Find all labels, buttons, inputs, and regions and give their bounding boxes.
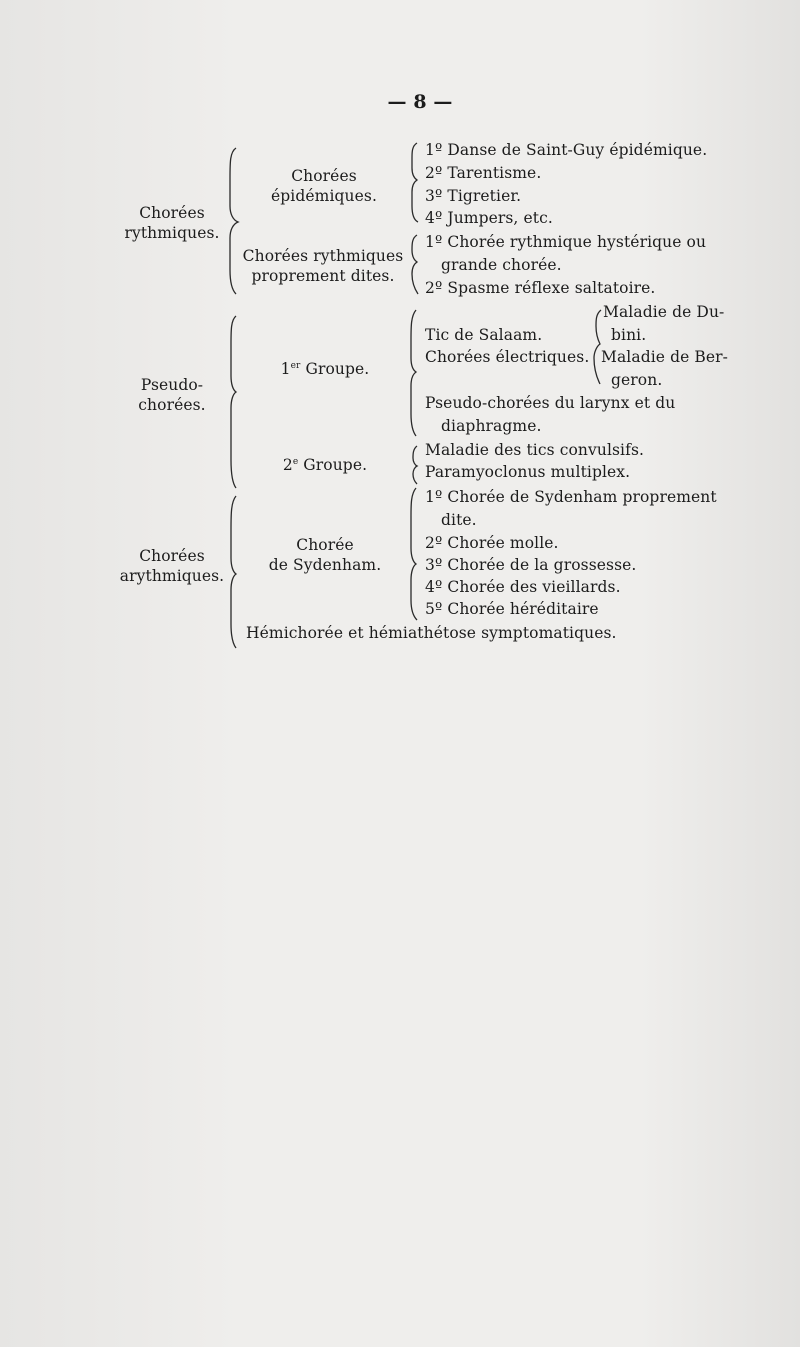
subgroup-label-1er-groupe: 1er Groupe.: [280, 360, 370, 378]
list-item: Paramyoclonus multiplex.: [425, 463, 631, 481]
list-item: dite.: [441, 511, 477, 529]
brace-proprement: [412, 235, 418, 294]
brace-2e-groupe: [413, 446, 417, 484]
group-label-arythmiques: [110, 546, 234, 586]
list-item: 2º Tarentisme.: [425, 164, 542, 182]
subgroup-label-sydenham: [250, 535, 400, 575]
label-line: proprement dites.: [251, 267, 395, 285]
footer-line: Hémichorée et hémiathétose symptomatiques.: [246, 624, 617, 642]
label-line: Chorées: [291, 167, 357, 185]
list-item: 3º Tigretier.: [425, 187, 522, 205]
label-line: arythmiques.: [119, 567, 225, 585]
subgroup-label-proprement: [240, 246, 406, 286]
list-item: 1º Chorée rythmique hystérique ou: [425, 233, 707, 251]
sub-list-item: Maladie de Du-: [603, 303, 725, 321]
list-item: 1º Chorée de Sydenham proprement: [425, 488, 717, 506]
label-line: Pseudo-: [140, 376, 204, 394]
list-item: 4º Chorée des vieillards.: [425, 578, 621, 596]
list-item: diaphragme.: [441, 417, 542, 435]
list-item: grande chorée.: [441, 256, 562, 274]
sub-list-item: Maladie de Ber-: [601, 348, 729, 366]
label-line: de Sydenham.: [268, 556, 382, 574]
brace-epidemiques: [412, 143, 418, 222]
label-line: Chorées: [139, 547, 205, 565]
list-item: Maladie des tics convulsifs.: [425, 441, 645, 459]
list-item: 2º Spasme réflexe saltatoire.: [425, 279, 656, 297]
brace-1er-groupe: [411, 310, 416, 436]
label-line: épidémiques.: [271, 187, 377, 205]
label-line: Chorées: [139, 204, 205, 222]
list-item: Pseudo-chorées du larynx et du: [425, 394, 676, 412]
list-item: 3º Chorée de la grossesse.: [425, 556, 637, 574]
list-item: Tic de Salaam.: [425, 326, 543, 344]
group-label-rythmiques: [112, 203, 232, 243]
subgroup-label-2e-groupe: 2e Groupe.: [282, 456, 368, 474]
sub-list-item: geron.: [611, 371, 663, 389]
label-line: chorées.: [138, 396, 206, 414]
label-line: rythmiques.: [124, 224, 220, 242]
label-line: Chorées rythmiques: [242, 247, 404, 265]
sub-list-item: bini.: [611, 326, 647, 344]
subgroup-label-epidemiques: [244, 166, 404, 206]
brace-sydenham: [411, 488, 417, 620]
list-item: Chorées électriques.: [425, 348, 590, 366]
page-number: — 8 —: [387, 91, 453, 113]
brace-maladie-sub: [594, 310, 601, 384]
group-label-pseudo: [112, 375, 232, 415]
list-item: 4º Jumpers, etc.: [425, 209, 553, 227]
list-item: 5º Chorée héréditaire: [425, 600, 599, 618]
list-item: 1º Danse de Saint-Guy épidémique.: [425, 141, 708, 159]
label-line: Chorée: [296, 536, 354, 554]
list-item: 2º Chorée molle.: [425, 534, 559, 552]
